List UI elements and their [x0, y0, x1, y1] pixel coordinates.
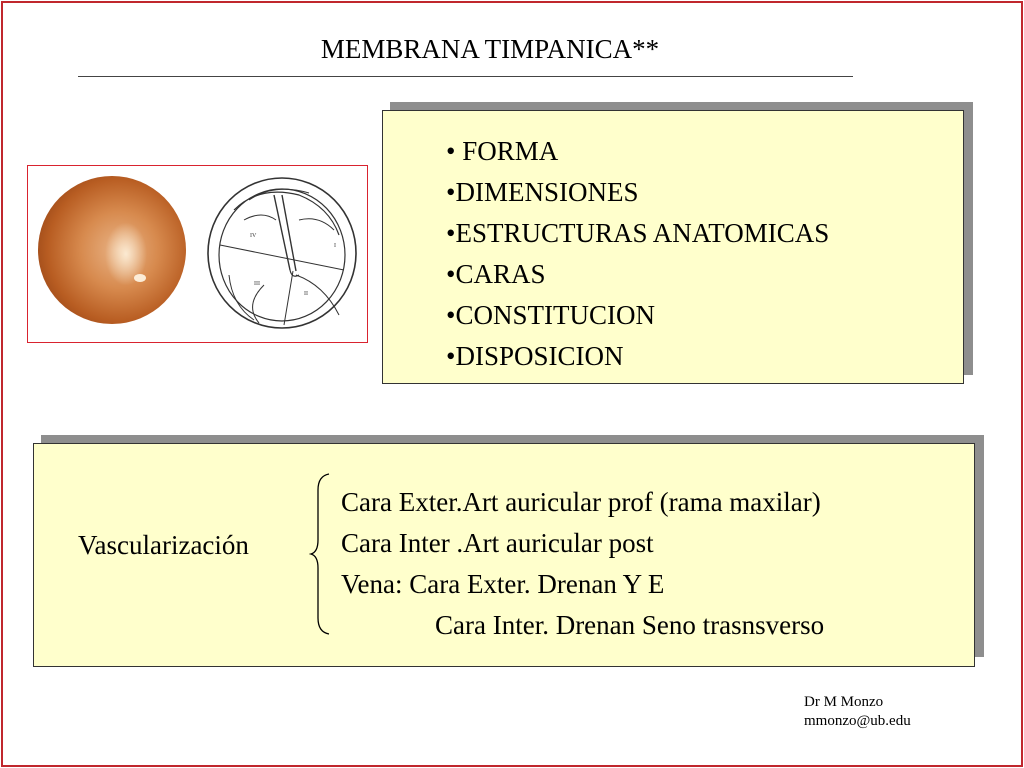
author-email: mmonzo@ub.edu: [804, 713, 911, 729]
title-underline: [78, 76, 853, 77]
curly-brace-icon: [309, 472, 331, 636]
vascularization-line: Cara Inter. Drenan Seno trasnsverso: [435, 610, 825, 640]
quadrant-label-iii: III: [254, 281, 260, 287]
vascularization-box: [33, 443, 975, 667]
topic-item: • FORMA: [446, 136, 559, 166]
quadrant-label-iv: IV: [250, 233, 257, 239]
topics-list: [446, 131, 829, 377]
topic-item: •DIMENSIONES: [446, 177, 639, 207]
light-reflex: [134, 274, 146, 282]
quadrant-label-ii: II: [304, 291, 308, 297]
quadrant-label-i: I: [334, 243, 336, 249]
vascularization-line: Cara Inter .Art auricular post: [341, 528, 654, 558]
topic-item: •ESTRUCTURAS ANATOMICAS: [446, 218, 830, 248]
vascularization-label: Vascularización: [78, 530, 249, 560]
topic-item: •CARAS: [446, 259, 546, 289]
vascularization-details: [341, 482, 824, 646]
slide-title: MEMBRANA TIMPANICA**: [320, 34, 660, 64]
tympanic-membrane-diagram: [204, 175, 360, 331]
vascularization-line: Cara Exter.Art auricular prof (rama maxilar): [341, 487, 821, 517]
tympanic-images-panel: [27, 165, 368, 343]
vascularization-line: Vena: Cara Exter. Drenan Y E: [341, 569, 665, 599]
topic-item: •DISPOSICION: [446, 341, 624, 371]
otoscopic-photo: [38, 176, 186, 324]
topics-box: [382, 110, 964, 384]
author-name: Dr M Monzo: [804, 694, 884, 710]
topic-item: •CONSTITUCION: [446, 300, 655, 330]
author-credit: [804, 693, 911, 731]
